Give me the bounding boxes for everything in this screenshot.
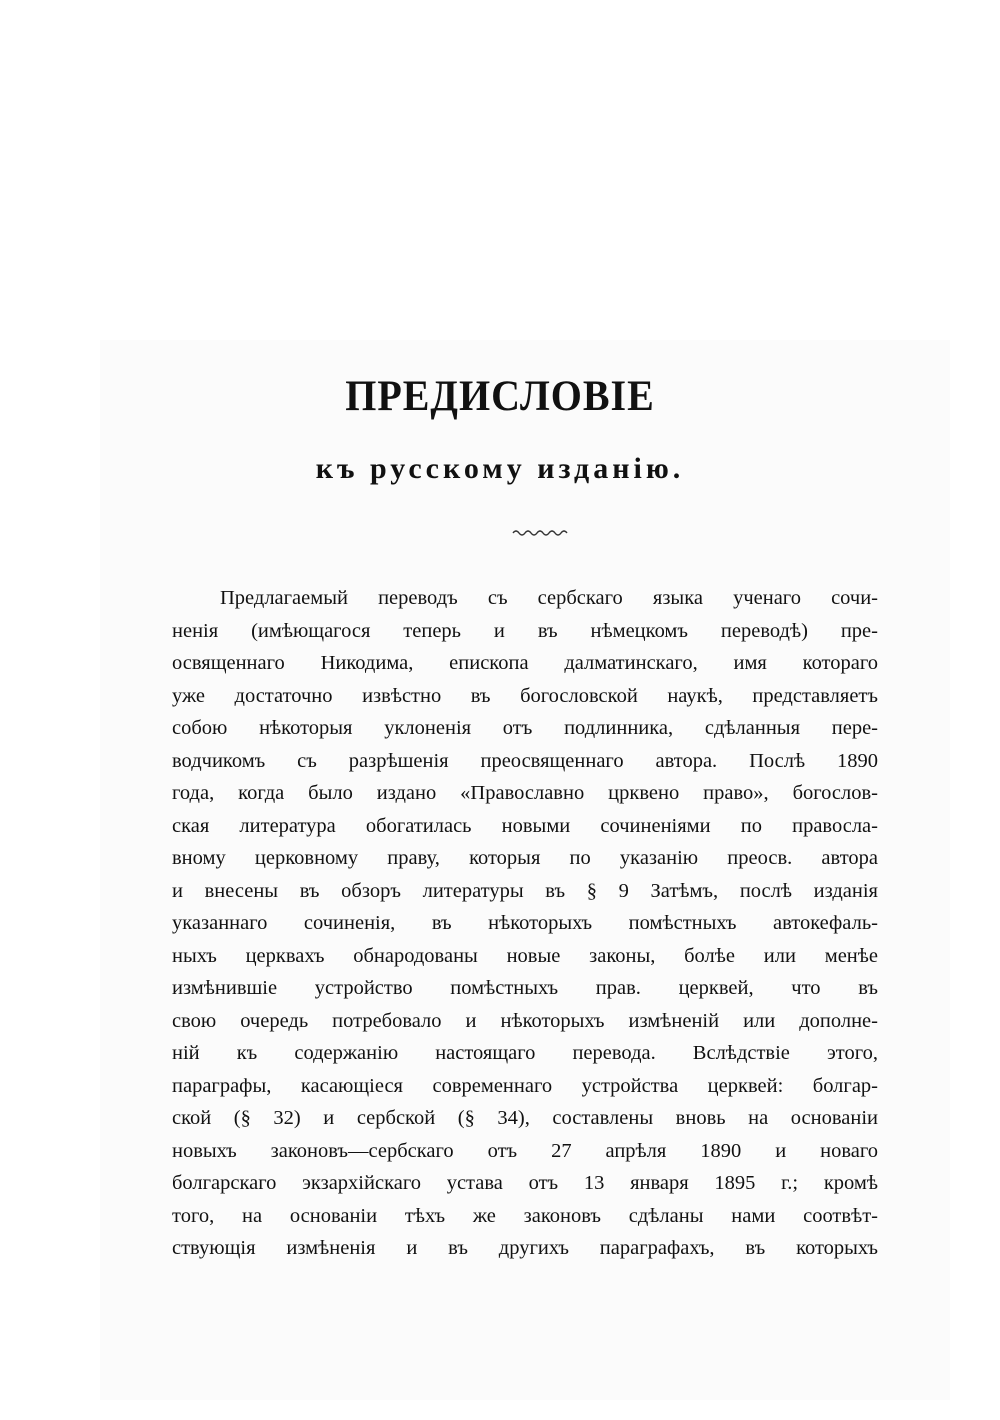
wavy-ornament-icon — [511, 526, 571, 540]
text-line: измѣнившіе устройство помѣстныхъ прав. церквей, что въ — [172, 977, 878, 999]
text-line: вному церковному праву, которыя по указанію преосв. автора — [172, 847, 878, 869]
text-line: ской (§ 32) и сербской (§ 34), составлены вновь на основаніи — [172, 1107, 878, 1129]
text-line: болгарскаго экзархійскаго устава отъ 13 января 1895 г.; кромѣ — [172, 1172, 878, 1194]
text-line: года, когда было издано «Православно црквено право», богослов- — [172, 782, 878, 804]
text-line: и внесены въ обзоръ литературы въ § 9 Затѣмъ, послѣ изданія — [172, 879, 878, 902]
text-line: ствующія измѣненія и въ другихъ параграфахъ, въ которыхъ — [172, 1237, 878, 1259]
text-line: Предлагаемый переводъ съ сербскаго языка ученаго сочи- — [220, 587, 878, 609]
text-line: ская литература обогатилась новыми сочиненіями по правосла- — [172, 814, 878, 837]
page-title: ПРЕДИСЛОВІЕ — [345, 371, 655, 420]
text-line: параграфы, касающіеся современнаго устройства церквей: болгар- — [172, 1074, 878, 1097]
text-line: того, на основаніи тѣхъ же законовъ сдѣланы нами соотвѣт- — [172, 1204, 878, 1227]
text-line: указаннаго сочиненія, въ нѣкоторыхъ помѣстныхъ автокефаль- — [172, 912, 878, 934]
text-line: освященнаго Никодима, епископа далматинскаго, имя котораго — [172, 652, 878, 674]
text-line: ній къ содержанію настоящаго перевода. Вслѣдствіе этого, — [172, 1042, 878, 1064]
text-line: новыхъ законовъ—сербскаго отъ 27 апрѣля 1890 и новаго — [172, 1139, 878, 1162]
text-line: ненія (имѣющагося теперь и въ нѣмецкомъ переводѣ) пре- — [172, 619, 878, 642]
text-line: водчикомъ съ разрѣшенія преосвященнаго автора. Послѣ 1890 — [172, 749, 878, 772]
text-line: свою очередь потребовало и нѣкоторыхъ измѣненій или дополне- — [172, 1009, 878, 1032]
text-line: уже достаточно извѣстно въ богословской наукѣ, представляетъ — [172, 684, 878, 707]
text-line: собою нѣкоторыя уклоненія отъ подлинника, сдѣланныя пере- — [172, 717, 878, 739]
page-subtitle: къ русскому изданію. — [315, 452, 685, 485]
preface-body — [172, 582, 878, 1265]
text-line: ныхъ церквахъ обнародованы новые законы, болѣе или менѣе — [172, 944, 878, 967]
